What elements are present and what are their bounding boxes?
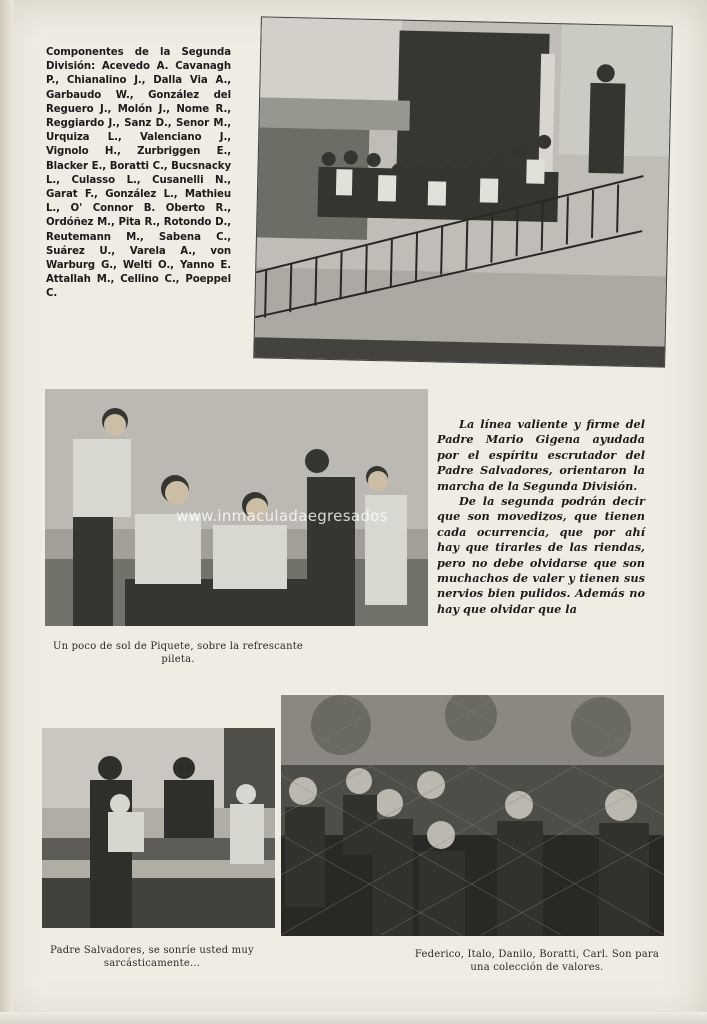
photo-balcony-image: [254, 17, 672, 366]
photo-padre-salvadores: [42, 728, 275, 928]
story-text: [437, 417, 645, 617]
photo-group-portrait-image: [281, 695, 664, 936]
watermark-text: www.inmaculadaegresados: [176, 507, 388, 525]
page-binding-edge: [0, 0, 14, 1024]
photo-balcony: [254, 17, 672, 366]
division-members-list: Componentes de la Segunda División: Acevedo A. Cavanagh P., Chianalino J., Dalla Via A., Garbaudo W., González del Reguero J., Molón J., Nome R., Reggiardo J., Sanz D., Senor M., Urquiza L., Valenciano J., Vignolo H., Zurbriggen E., Blacker E., Boratti C., Bucsnacky L., Culasso L., Cusanelli N., Garat F., González L., Mathieu L., O' Connor B. Oberto R., Ordóñez M., Pita R., Rotondo D., Reutemann M., Sabena C., Suárez U., Varela A., von Warburg G., Welti O., Yanno E. Attallah M., Cellino C., Poeppel C.: [46, 47, 231, 300]
page-bottom-edge: [0, 1012, 707, 1024]
caption-padre-salvadores: Padre Salvadores, se sonríe usted muy sarcásticamente...: [50, 945, 254, 969]
story-paragraph-1: La línea valiente y firme del Padre Mario Gigena ayudada por el espíritu escrutador del Padre Salvadores, orientaron la marcha de la Segunda División.: [437, 417, 645, 493]
caption-group-portrait: Federico, Italo, Danilo, Boratti, Carl. Son para una colección de valores.: [414, 949, 660, 973]
photo-group-portrait: [281, 695, 664, 936]
caption-poolside: Un poco de sol de Piquete, sobre la refrescante pileta.: [52, 641, 304, 665]
story-paragraph-2: De la segunda podrán decir que son movedizos, que tienen cada ocurrencia, que por ahí hay que tirarles de las riendas, pero no debe olvidarse que son muchachos de valer y tienen sus nervios bien pulidos. Además no hay que olvidar que la: [437, 494, 645, 616]
photo-padre-salvadores-image: [42, 728, 275, 928]
